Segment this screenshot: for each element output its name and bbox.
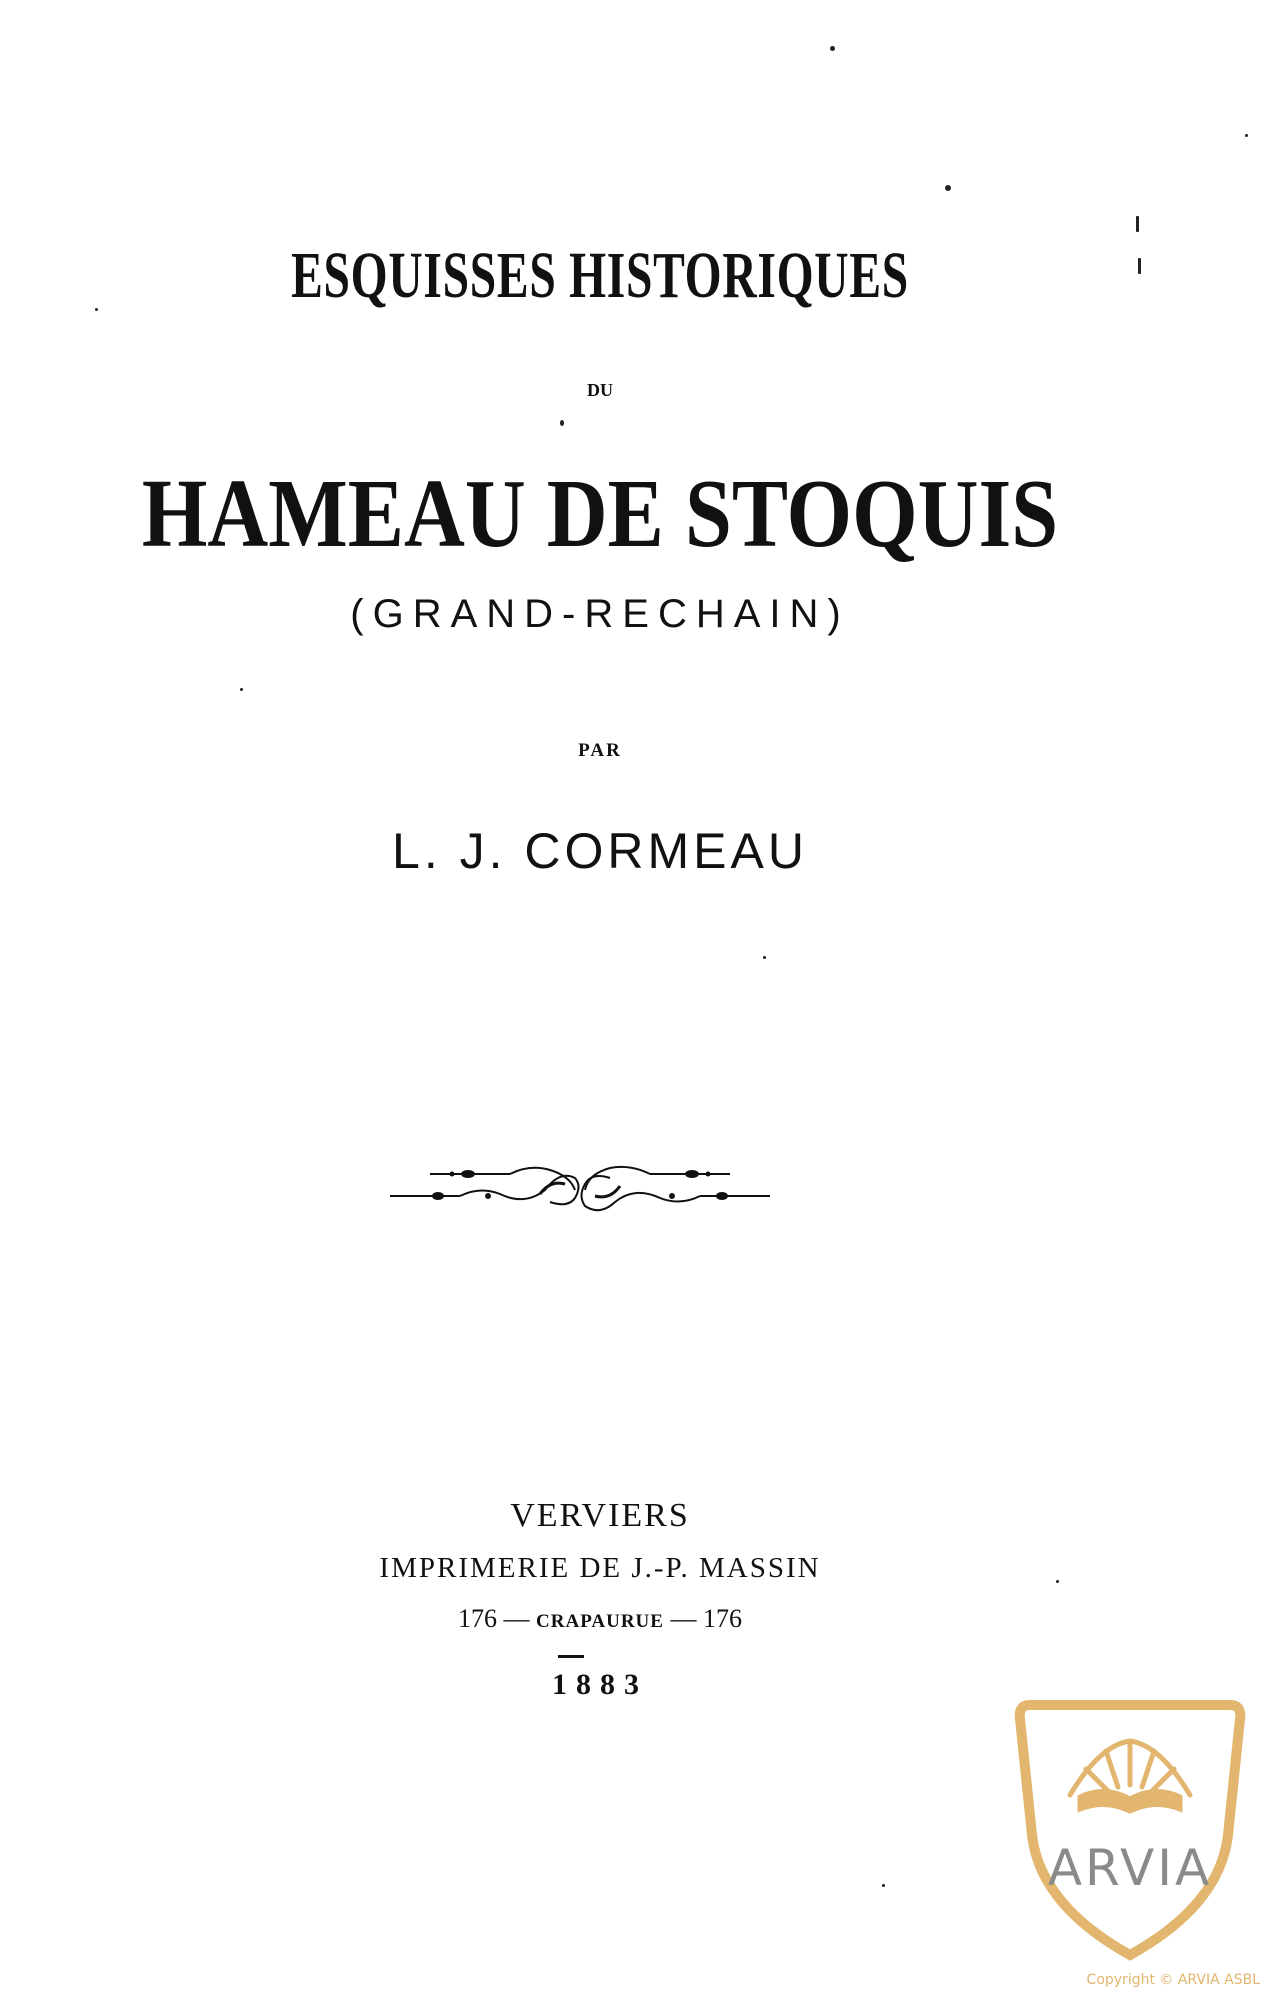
printer-name: IMPRIMERIE DE J.-P. MASSIN (379, 1552, 821, 1584)
scan-speck (95, 308, 98, 311)
scan-speck (1136, 216, 1139, 232)
scroll-ornament-icon (390, 1150, 770, 1220)
publication-year: 1883 (552, 1668, 648, 1701)
address-number-right: 176 (702, 1604, 742, 1633)
printer-address (0, 1604, 1200, 1634)
logo-text: ARVIA (1047, 1839, 1213, 1897)
address-separator-left: — (497, 1604, 537, 1633)
address-number-left: 176 (458, 1604, 498, 1633)
scan-speck (1056, 1580, 1059, 1583)
address-street: CRAPAURUE (536, 1611, 664, 1632)
subtitle: (GRAND-RECHAIN) (350, 592, 850, 636)
scan-speck (763, 956, 766, 959)
scan-speck (1138, 258, 1141, 274)
scan-speck (945, 185, 951, 191)
address-separator-right: — (663, 1604, 703, 1633)
arvia-shield-icon (1010, 1685, 1250, 1965)
by-label: PAR (578, 740, 622, 761)
scan-speck (240, 688, 243, 691)
title-line-1: ESQUISSES HISTORIQUES (291, 239, 909, 312)
title-connector: DU (587, 380, 613, 400)
scan-speck (882, 1884, 885, 1887)
publication-city: VERVIERS (510, 1497, 690, 1534)
separator-dash (558, 1655, 584, 1658)
author-name: L. J. CORMEAU (392, 823, 808, 879)
scan-speck (1245, 134, 1248, 137)
copyright-notice: Copyright © ARVIA ASBL (1086, 1972, 1260, 1988)
scan-speck (830, 46, 835, 51)
scan-speck (560, 420, 564, 426)
title-line-2: HAMEAU DE STOQUIS (141, 460, 1059, 568)
